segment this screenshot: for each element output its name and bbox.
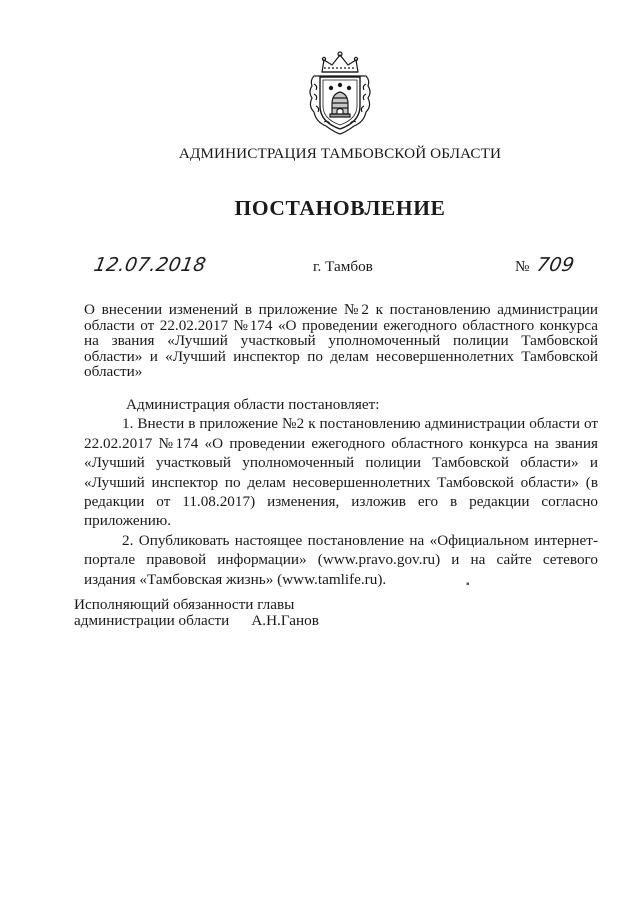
organization-name: АДМИНИСТРАЦИЯ ТАМБОВСКОЙ ОБЛАСТИ xyxy=(178,145,502,162)
body-item-2: 2. Опубликовать настоящее постановление на «Официальном интернет-портале правовой информации» (www.pravo.gov.ru) и на сайте сетевого издания «Тамбовская жизнь» (www.tamlife.ru). xyxy=(84,531,598,588)
coat-of-arms-icon xyxy=(300,50,380,136)
document-title: О внесении изменений в приложение №2 к постановлению администрации области от 22.02.2017 №174 «О проведении ежегодного областного конкурса на звания «Лучший участковый уполномоченный полиции Тамбовской области» и «Лучший инспектор по делам несовершеннолетних Тамбовской области» xyxy=(84,301,598,380)
stray-mark: ▪ xyxy=(466,579,470,590)
document-city: г. Тамбов xyxy=(313,258,373,275)
signer-position-line-1: Исполняющий обязанности главы xyxy=(74,596,295,613)
document-type: ПОСТАНОВЛЕНИЕ xyxy=(234,196,446,220)
signature-block xyxy=(74,597,374,628)
signer-name: А.Н.Ганов xyxy=(251,611,319,629)
body-item-1: 1. Внести в приложение №2 к постановлению администрации области от 22.02.2017 №174 «О проведении ежегодного областного конкурса на звания «Лучший участковый уполномоченный полиции Тамбовской области» и «Лучший инспектор по делам несовершеннолетних Тамбовской области» (в редакции от 11.08.2017) изменения, изложив его в редакции согласно приложению. xyxy=(84,415,598,530)
signer-position-line-2 xyxy=(74,613,374,629)
body-intro: Администрация области постановляет: xyxy=(126,396,380,413)
document-body xyxy=(84,395,598,589)
document-number: 709 xyxy=(535,254,577,276)
document-number-label: № xyxy=(515,258,530,275)
document-date: 12.07.2018 xyxy=(92,254,208,276)
signer-position-text: администрации области xyxy=(74,611,230,629)
